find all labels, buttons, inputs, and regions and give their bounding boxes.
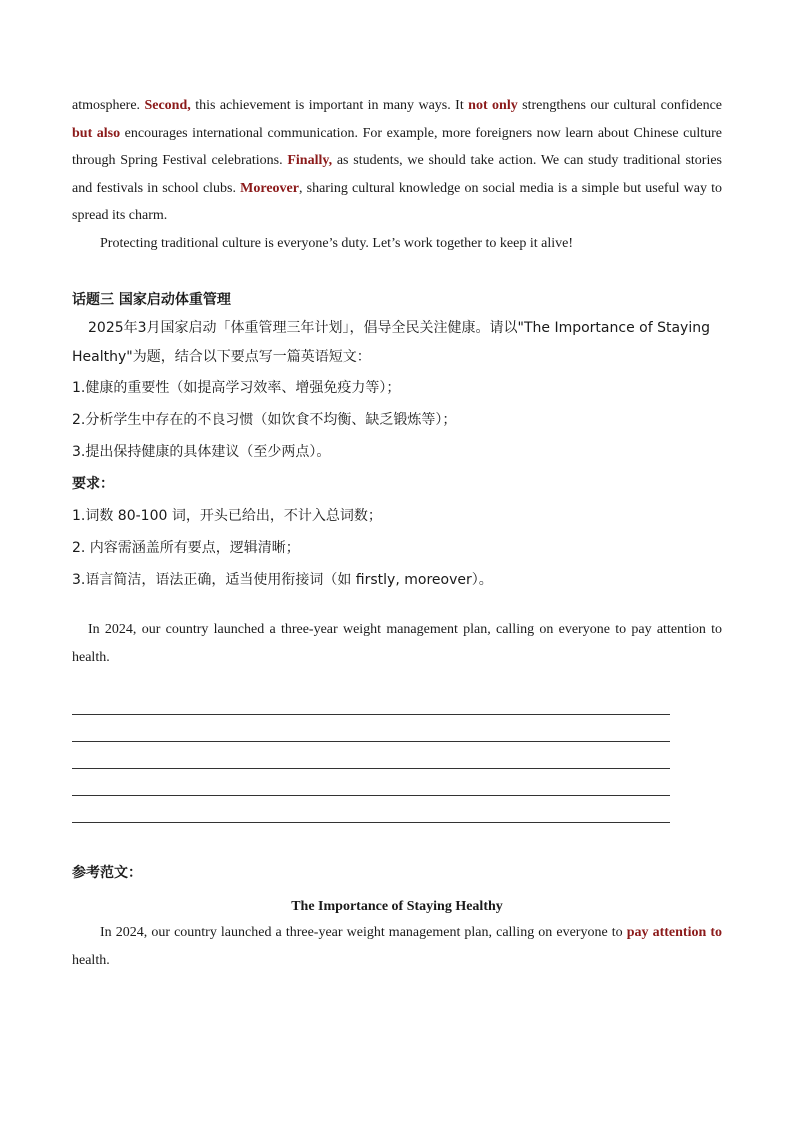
phrase-pay-attention-to: pay attention to: [626, 925, 722, 940]
passage-text: as students, we should take action. We can study traditional stories and festivals in school clubs.: [72, 153, 722, 196]
passage-paragraph-2: Protecting traditional culture is everyone’s duty. Let’s work together to keep it alive!: [100, 235, 574, 251]
answer-line[interactable]: [72, 796, 670, 823]
reference-text: In 2024, our country launched a three-year weight management plan, calling on everyone to: [100, 925, 627, 940]
requirement-2: 2. 内容需涵盖所有要点，逻辑清晰；: [72, 540, 300, 556]
connector-finally: Finally,: [287, 153, 333, 168]
answer-line[interactable]: [72, 715, 670, 742]
passage-paragraph-1: [72, 92, 722, 230]
connector-moreover: Moreover: [240, 180, 299, 196]
requirement-1: 1.词数 80-100 词，开头已给出，不计入总词数；: [72, 508, 382, 524]
requirement-3: 3.语言简洁，语法正确，适当使用衔接词（如 firstly, moreover）。: [72, 572, 493, 588]
connector-not-only: not only: [468, 98, 518, 113]
passage-text: encourages international communication. For example, more foreigners now learn about Chinese culture through Spring Festival celebrations.: [72, 125, 722, 168]
document-page: [72, 92, 722, 974]
reference-label: 参考范文：: [72, 865, 142, 881]
essay-opening: In 2024, our country launched a three-year weight management plan, calling on everyone to pay attention to health.: [72, 622, 722, 665]
point-1: 1.健康的重要性（如提高学习效率、增强免疫力等）；: [72, 380, 401, 396]
passage-text: atmosphere.: [72, 98, 145, 113]
passage-text: strengthens our cultural confidence: [517, 98, 723, 113]
topic-title: 话题三 国家启动体重管理: [72, 292, 231, 308]
passage-text: this achievement is important in many ways. It: [190, 98, 469, 113]
reference-text: health.: [72, 952, 110, 968]
connector-second: Second,: [144, 98, 191, 113]
reference-paragraph-1: [72, 919, 722, 974]
essay-title: The Importance of Staying Healthy: [291, 899, 503, 914]
requirements-label: 要求：: [72, 476, 114, 492]
topic-intro: 2025年3月国家启动「体重管理三年计划」，倡导全民关注健康。请以"The Importance of Staying Healthy"为题，结合以下要点写一篇英语短文：: [72, 320, 710, 365]
passage-text: , sharing cultural knowledge on social media is a simple but useful way to spread its charm.: [72, 180, 722, 223]
answer-line[interactable]: [72, 688, 670, 715]
answer-line[interactable]: [72, 769, 670, 796]
answer-lines[interactable]: [72, 688, 670, 823]
point-3: 3.提出保持健康的具体建议（至少两点）。: [72, 444, 331, 460]
answer-line[interactable]: [72, 742, 670, 769]
connector-but-also: but also: [72, 125, 121, 141]
point-2: 2.分析学生中存在的不良习惯（如饮食不均衡、缺乏锻炼等）；: [72, 412, 457, 428]
